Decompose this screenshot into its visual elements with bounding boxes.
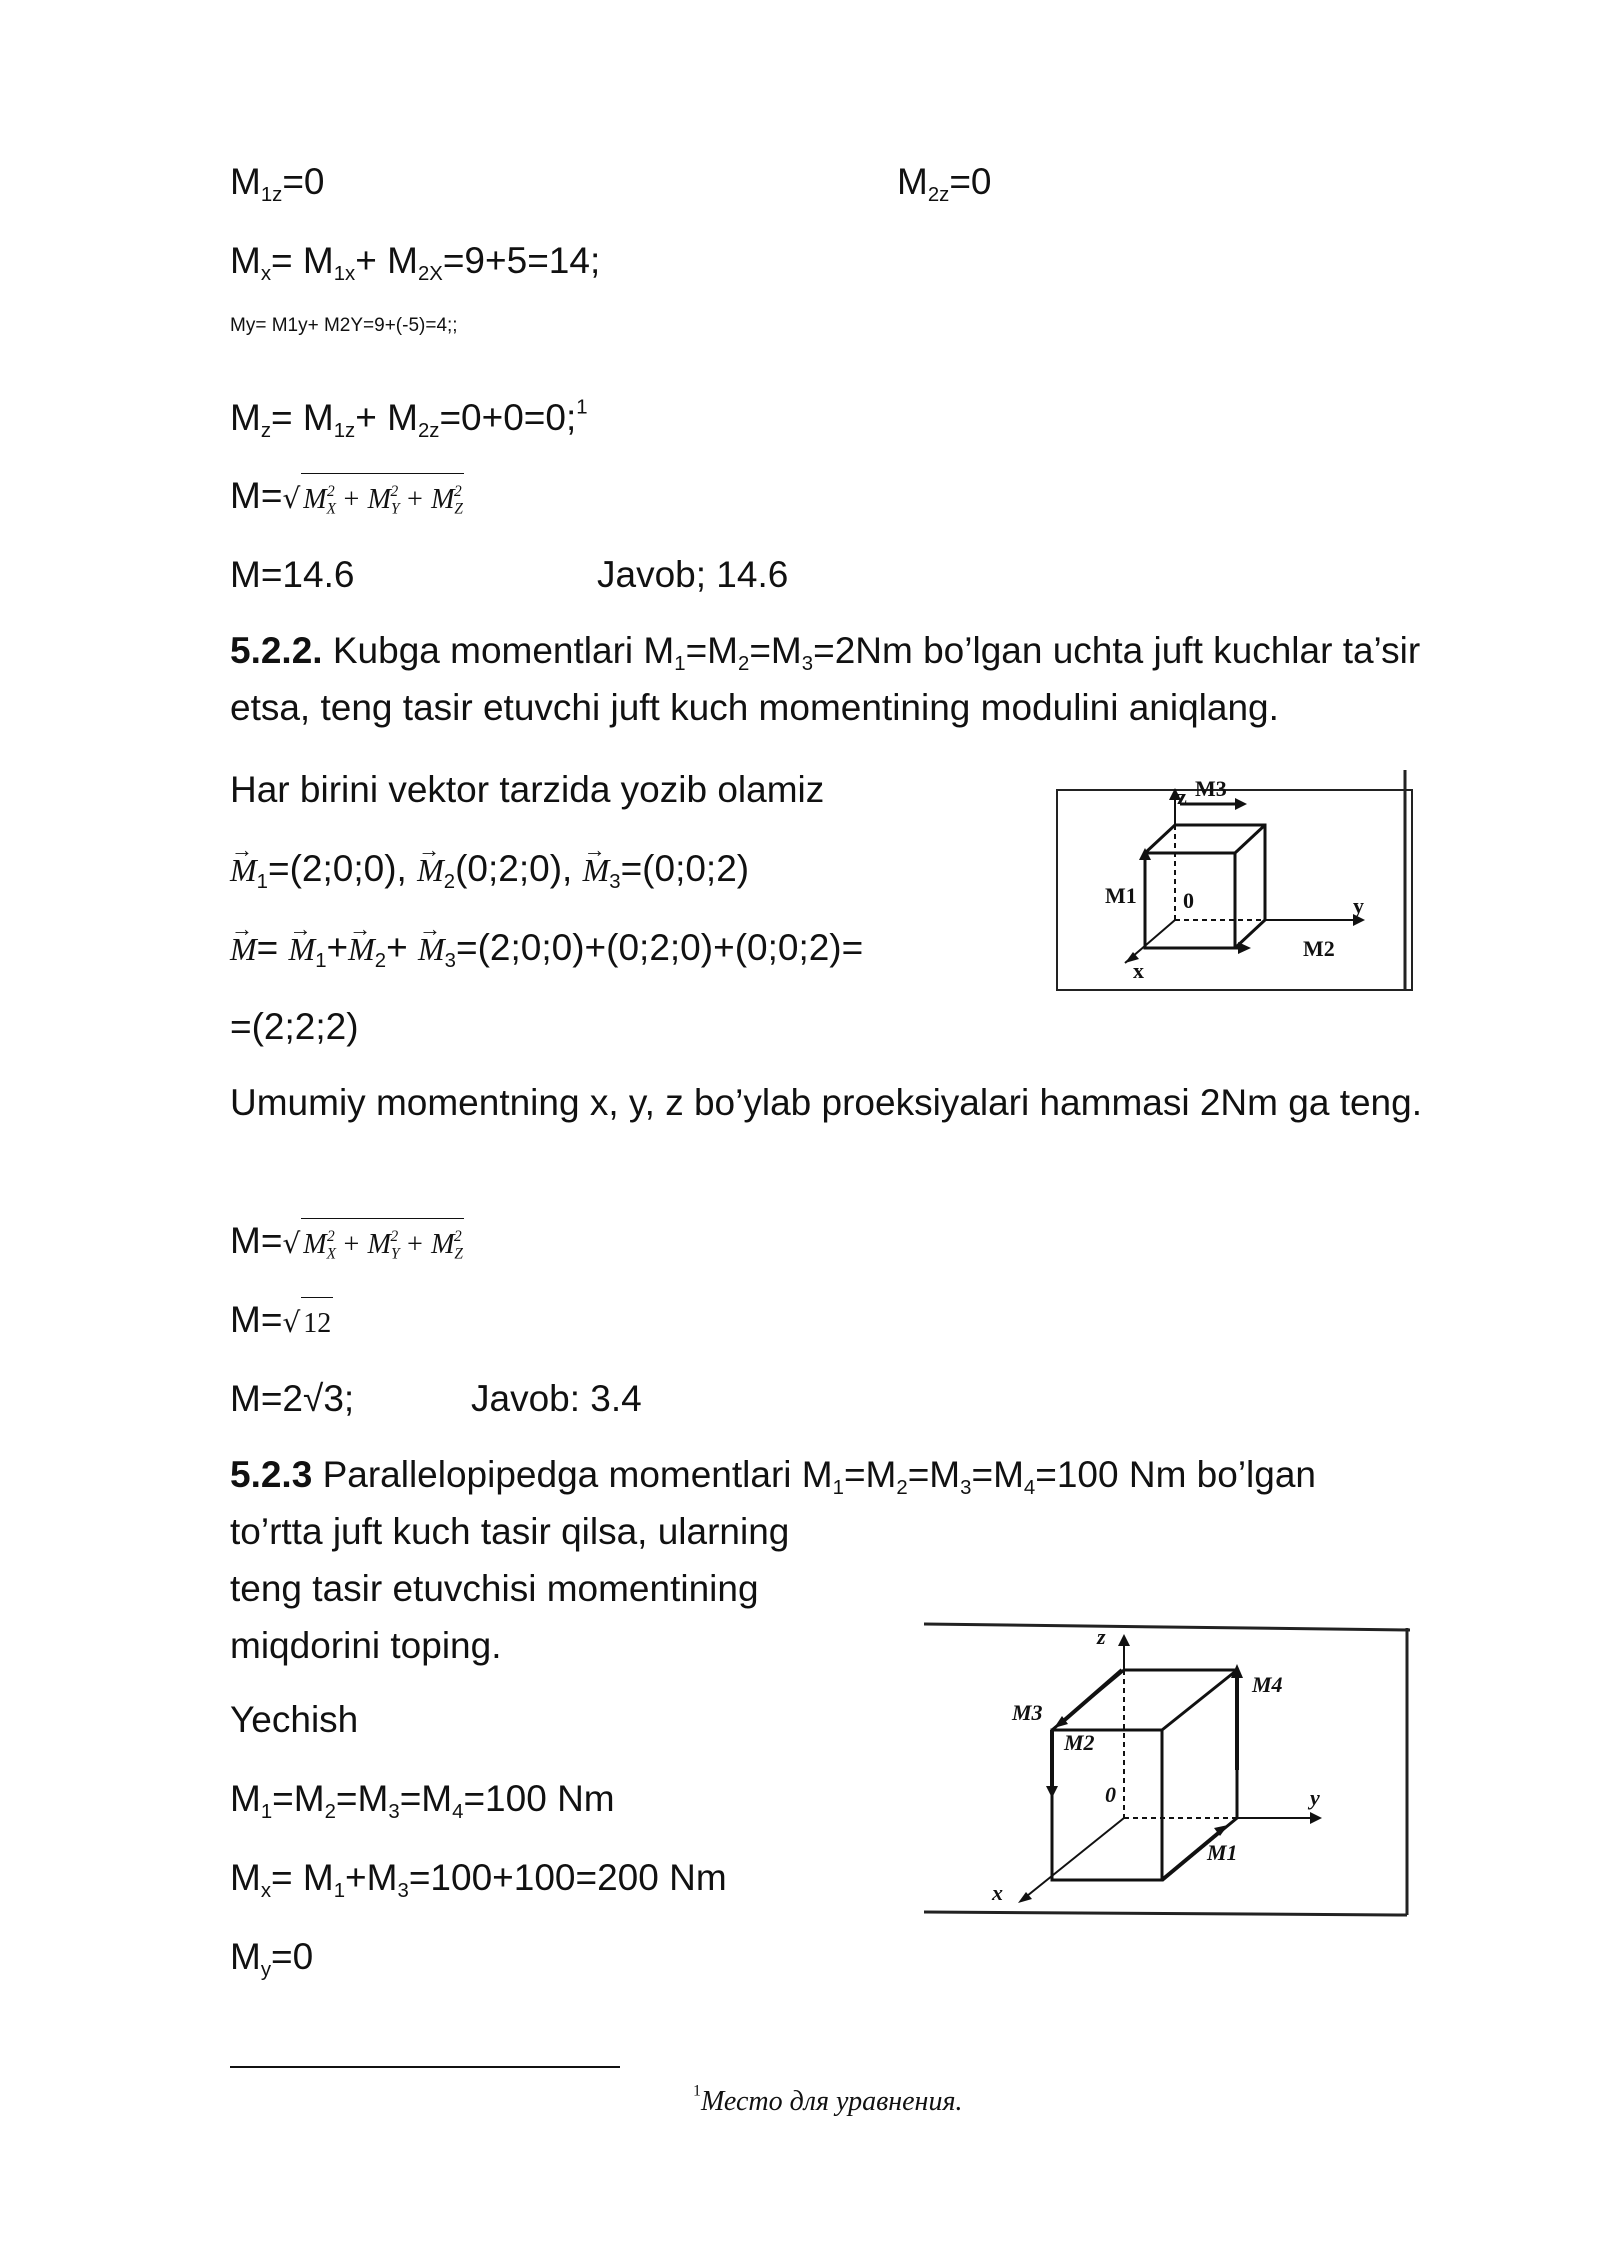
line-m-sqrt-2: M=√ $M_X^2 + M_Y^2 + M_Z^2$ <box>230 1217 464 1269</box>
figure-cube-522 <box>1055 768 1425 993</box>
figure-parallelepiped-523 <box>922 1620 1412 1920</box>
problem-523-line4: miqdorini toping. <box>230 1625 502 1666</box>
line-m2z: $M_{2z}=0$ <box>897 161 992 207</box>
fig2-label-m3: M3 <box>1012 1700 1043 1725</box>
problem-523-line3: teng tasir etuvchisi momentining <box>230 1568 759 1609</box>
fig2-label-0: 0 <box>1105 1782 1116 1807</box>
fig2-label-m1: M1 <box>1207 1840 1238 1865</box>
problem-523-line1: 5.2.3 Parallelopipedga momentlari $M_1=M_2=M_3=M_4=100$ Nm bo’lgan <box>230 1454 1317 1500</box>
line-projections: Umumiy momentning x, y, z bo’ylab proeksiyalari hammasi 2Nm ga teng. <box>230 1082 1422 1123</box>
footnote: $^1$Место для уравнения. <box>693 2082 963 2117</box>
line-given: $M_1=M_2=M_3=M_4=100$ Nm <box>230 1778 615 1824</box>
line-mx: $M_x= M_{1x}+ M_{2X}=9+5=14$; <box>230 240 601 286</box>
line-m-result: M=14.6 <box>230 554 355 595</box>
line-vector-intro: Har birini vektor tarzida yozib olamiz <box>230 769 825 810</box>
fig1-label-m1: M1 <box>1105 883 1137 908</box>
fig1-label-m2: M2 <box>1303 936 1335 961</box>
line-vector-sum: → $M= \to M_1+\to M_2+$ → $M_3=(2;0;0)+(0;2;0)+(0;0;2)=$ <box>230 924 863 973</box>
line-mz: $M_z= M_{1z}+$ $M_{2z}=0+0=0;^1$ <box>230 396 588 443</box>
fig2-label-x: x <box>992 1880 1003 1905</box>
line-mx-523: $M_x= M_1+M_3=100+100=200$ Nm <box>230 1857 727 1903</box>
line-javob-2: Javob: 3.4 <box>471 1378 642 1419</box>
fig1-label-x: x <box>1133 958 1144 983</box>
line-m1z: $M_{1z}=0$ <box>230 161 325 207</box>
line-my-523: $M_y=0$ <box>230 1936 314 1982</box>
line-m-final: M=2√3; <box>230 1378 355 1419</box>
line-m-sqrt: M=√ $M_X^2 + M_Y^2 + M_Z^2$ <box>230 472 464 524</box>
line-javob-1: Javob; 14.6 <box>597 554 789 595</box>
footnote-separator <box>230 2066 620 2068</box>
fig2-label-m4: M4 <box>1252 1672 1283 1697</box>
problem-522-statement: 5.2.2. Kubga momentlari $M_1=M_2=M_3=2Nm$ bo’lgan uchta juft kuchlar ta’sir etsa, teng tasir etuvchi juft kuch momentining modulini aniqlang. <box>230 630 1421 728</box>
fig1-label-z: z <box>1177 784 1187 809</box>
fig2-label-m2: M2 <box>1064 1730 1095 1755</box>
fig1-label-m3: M3 <box>1195 776 1227 801</box>
sqrt-expression: $M_X^2 + M_Y^2 + M_Z^2$ <box>301 473 463 524</box>
line-my-small: My= M1y+ M2Y=9+(-5)=4;; <box>230 315 458 336</box>
fig1-label-0: 0 <box>1183 888 1194 913</box>
problem-523-line2: to’rtta juft kuch tasir qilsa, ularning <box>230 1511 790 1552</box>
fig2-label-y: y <box>1310 1785 1320 1810</box>
line-yechish: Yechish <box>230 1699 359 1740</box>
line-sum-result: =(2;2;2) <box>230 1006 359 1047</box>
line-m-sqrt12: M=√ 12 <box>230 1296 333 1348</box>
fig1-label-y: y <box>1353 893 1364 918</box>
fig2-label-z: z <box>1097 1624 1106 1649</box>
line-vectors: → $M_1=(2;0;0)$, → $M_2(0;2;0)$, → $M_3=(0;0;2)$ <box>230 845 749 894</box>
